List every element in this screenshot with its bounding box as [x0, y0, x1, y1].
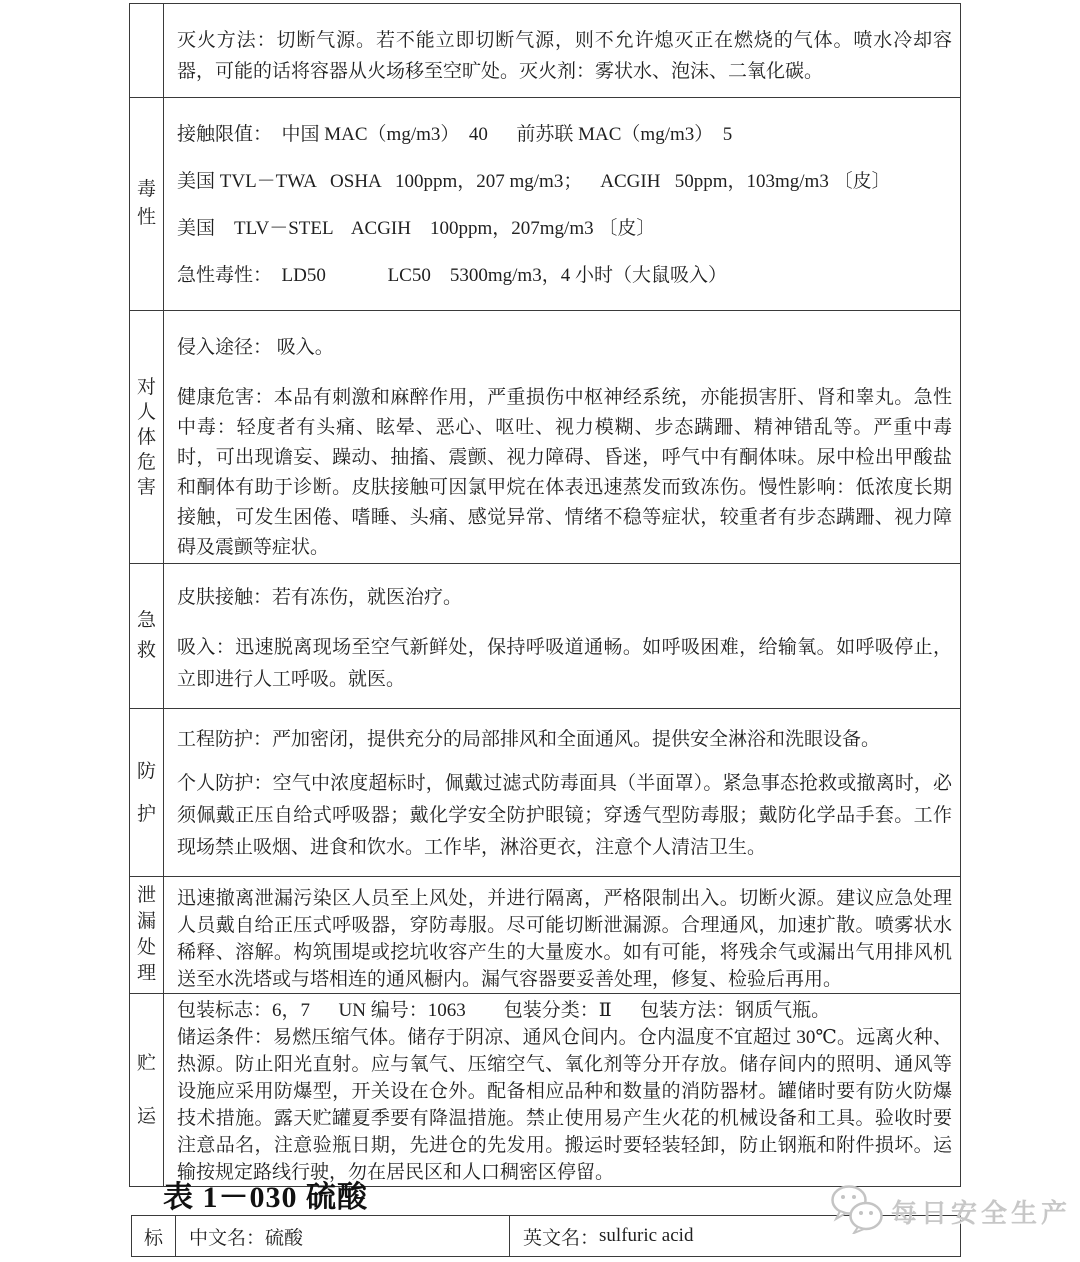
section-title: 表 1－030 硫酸	[163, 1181, 368, 1214]
id-row-label: 标	[132, 1216, 176, 1256]
row-label-empty	[130, 4, 164, 97]
watermark-text: 每日安全生产	[891, 1198, 1072, 1228]
row-label-human-harm: 对人体危害	[130, 311, 164, 563]
row-content-leak-handling	[164, 877, 960, 993]
paragraph: 储运条件：易燃压缩气体。储存于阴凉、通风仓间内。仓内温度不宜超过 30℃。远离火种、热源。防止阳光直射。应与氧气、压缩空气、氧化剂等分开存放。储存间内的照明、通风等设施应采用防爆型，开关设在仓外。配备相应品种和数量的消防器材。罐储时要有防火防爆技术措施。露天贮罐夏季要有降温措施。禁止使用易产生火花的机械设备和工具。验收时要注意品名，注意验瓶日期，先进仓的先发用。搬运时要轻装轻卸，防止钢瓶和附件损坏。运输按规定路线行驶，勿在居民区和人口稠密区停留。	[177, 1027, 952, 1183]
paragraph: 侵入途径： 吸入。	[177, 337, 334, 358]
row-label-storage-transport: 贮运	[130, 994, 164, 1186]
row-label-first-aid: 急救	[130, 564, 164, 708]
english-name-label: 英文名：	[523, 1227, 600, 1249]
row-content-first-aid	[164, 564, 960, 708]
paragraph: 个人防护：空气中浓度超标时，佩戴过滤式防毒面具（半面罩）。紧急事态抢救或撤离时，必须佩戴正压自给式呼吸器；戴化学安全防护眼镜；穿透气型防毒服；戴防化学品手套。工作现场禁止吸烟、进食和饮水。工作毕，淋浴更衣，注意个人清洁卫生。	[177, 773, 952, 858]
paragraph: 灭火方法：切断气源。若不能立即切断气源，则不允许熄灭正在燃烧的气体。喷水冷却容器，可能的话将容器从火场移至空旷处。灭火剂：雾状水、泡沫、二氧化碳。	[177, 30, 952, 82]
paragraph: 美国 TLV－STEL ACGIH 100ppm，207mg/m3 〔皮〕	[177, 218, 656, 239]
row-content-protection	[164, 709, 960, 876]
table-row-protection	[130, 709, 960, 877]
row-content-human-harm	[164, 311, 960, 563]
paragraph: 接触限值： 中国 MAC（mg/m3） 40 前苏联 MAC（mg/m3） 5	[177, 124, 733, 145]
table-row-human-harm	[130, 311, 960, 564]
identification-table	[131, 1215, 961, 1257]
row-content-toxicity	[164, 98, 960, 310]
msds-table	[129, 3, 961, 1187]
table-row-first-aid	[130, 564, 960, 709]
paragraph: 急性毒性： LD50 LC50 5300mg/m3，4 小时（大鼠吸入）	[177, 265, 727, 286]
paragraph: 皮肤接触：若有冻伤，就医治疗。	[177, 587, 463, 608]
paragraph: 迅速撤离泄漏污染区人员至上风处，并进行隔离，严格限制出入。切断火源。建议应急处理人员戴自给正压式呼吸器，穿防毒服。尽可能切断泄漏源。合理通风，加速扩散。喷雾状水稀释、溶解。构筑围堤或挖坑收容产生的大量废水。如有可能，将残余气或漏出气用排风机送至水洗塔或与塔相连的通风橱内。漏气容器要妥善处理，修复、检验后再用。	[177, 888, 952, 990]
table-row-leak-handling	[130, 877, 960, 994]
row-label-protection: 防护	[130, 709, 164, 876]
paragraph: 美国 TVL－TWA OSHA 100ppm，207 mg/m3； ACGIH 50ppm，103mg/m3 〔皮〕	[177, 171, 891, 192]
table-row-storage-transport	[130, 994, 960, 1186]
paragraph: 包装标志：6，7 UN 编号：1063 包装分类：Ⅱ 包装方法：钢质气瓶。	[177, 1000, 831, 1021]
paragraph: 工程防护：严加密闭，提供充分的局部排风和全面通风。提供安全淋浴和洗眼设备。	[177, 729, 881, 750]
table-row-fire-extinguishing	[130, 4, 960, 98]
paragraph: 吸入：迅速脱离现场至空气新鲜处，保持呼吸道通畅。如呼吸困难，给输氧。如呼吸停止，立即进行人工呼吸。就医。	[177, 637, 952, 690]
chinese-name-cell	[176, 1216, 510, 1256]
row-label-leak-handling: 泄漏处理	[130, 877, 164, 993]
row-label-toxicity: 毒性	[130, 98, 164, 310]
paragraph: 健康危害：本品有刺激和麻醉作用，严重损伤中枢神经系统，亦能损害肝、肾和睾丸。急性中毒：轻度者有头痛、眩晕、恶心、呕吐、视力模糊、步态蹒跚、精神错乱等。严重中毒时，可出现谵妄、躁动、抽搐、震颤、视力障碍、昏迷，呼气中有酮体味。尿中检出甲酸盐和酮体有助于诊断。皮肤接触可因氯甲烷在体表迅速蒸发而致冻伤。慢性影响：低浓度长期接触，可发生困倦、嗜睡、头痛、感觉异常、情绪不稳等症状，较重者有步态蹒跚、视力障碍及震颤等症状。	[177, 387, 952, 558]
row-content-storage-transport	[164, 994, 960, 1186]
chinese-name-label: 中文名：	[189, 1227, 266, 1249]
chinese-name-value: 硫酸	[265, 1227, 304, 1249]
row-content-fire-extinguishing	[164, 4, 960, 97]
english-name-cell	[510, 1216, 960, 1256]
table-row-toxicity	[130, 98, 960, 311]
english-name-value: sulfuric acid	[599, 1225, 694, 1246]
